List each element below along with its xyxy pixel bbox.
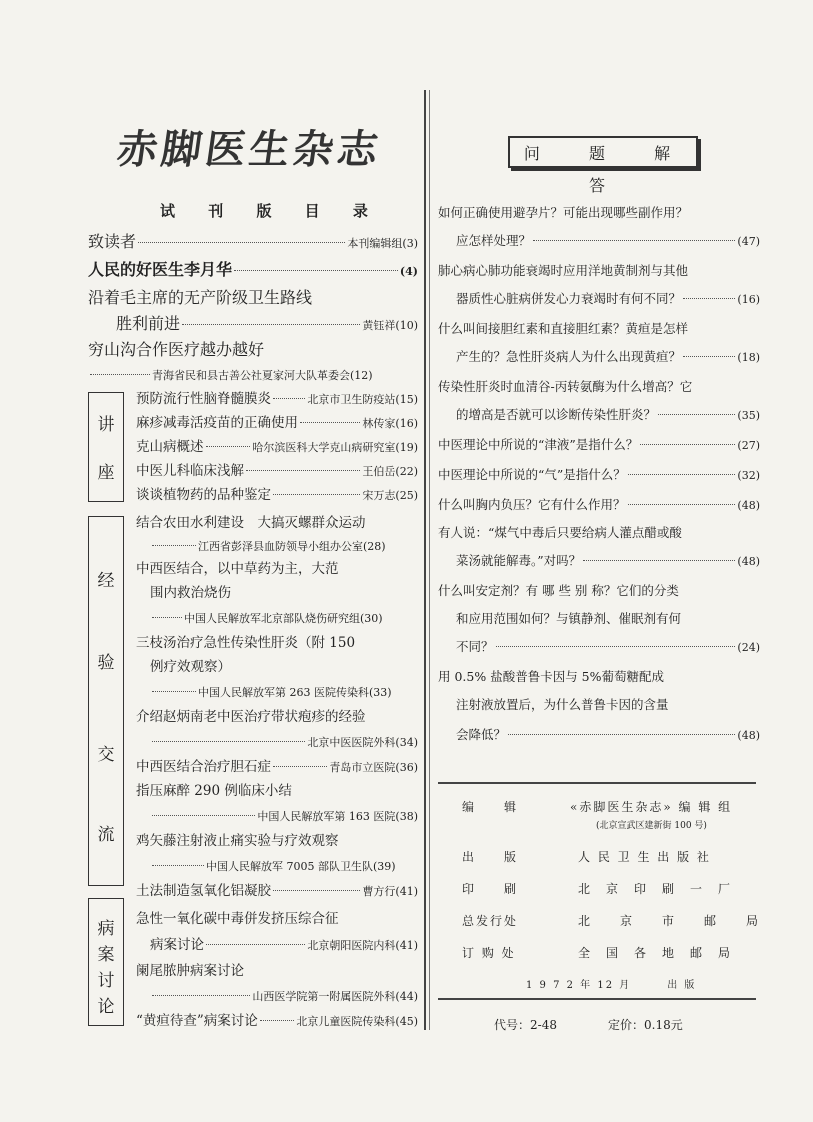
toc-entry[interactable]: 谈谈植物药的品种鉴定 宋万志(25) xyxy=(136,487,418,503)
toc-entry-author: 中国人民解放军北京部队烧伤研究组(30) xyxy=(150,610,418,628)
imprint-label-publisher: 出 版 xyxy=(462,850,519,864)
column-divider xyxy=(424,90,426,1030)
section-lecture-char-2: 座 xyxy=(97,463,115,483)
price: 定价：0.18元 xyxy=(608,1018,683,1032)
imprint-label-editor: 编 辑 xyxy=(462,800,519,814)
toc-entry[interactable]: 例疗效观察） xyxy=(150,659,231,675)
toc-entry-author: 青海省民和县古善公社夏家河大队革委会(12) xyxy=(88,367,418,385)
imprint-value-distributor: 北 京 市 邮 局 xyxy=(578,914,761,928)
imprint-value-publisher: 人 民 卫 生 出 版 社 xyxy=(578,850,711,864)
section-lecture-char-1: 讲 xyxy=(97,415,115,435)
imprint-label-printer: 印 刷 xyxy=(462,882,519,896)
toc-entry[interactable]: 穷山沟合作医疗越办越好 xyxy=(88,340,265,359)
toc-entry-author: 山西医学院第一附属医院外科(44) xyxy=(150,988,418,1006)
imprint-address: (北京宣武区建新街 100 号) xyxy=(596,821,707,831)
toc-entry[interactable]: 阑尾脓肿病案讨论 xyxy=(136,963,244,979)
qa-item[interactable]: 什么叫安定剂？有 哪 些 别 称？它们的分类 xyxy=(438,583,679,598)
toc-entry-author: 北京中医医院外科(34) xyxy=(150,734,418,752)
toc-entry-author: 中国人民解放军第 163 医院(38) xyxy=(150,808,418,826)
toc-entry[interactable]: 三枝汤治疗急性传染性肝炎（附 150 xyxy=(136,635,356,651)
toc-entry[interactable]: 鸡矢藤注射液止痛实验与疗效观察 xyxy=(136,833,339,849)
qa-item[interactable]: 不同？ (24) xyxy=(456,639,760,654)
toc-entry[interactable]: 病案讨论 北京朝阳医院内科(41) xyxy=(150,937,418,953)
toc-entry[interactable]: 胜利前进 黄钰祥(10) xyxy=(116,314,418,333)
toc-entry[interactable]: 介绍赵炳南老中医治疗带状疱疹的经验 xyxy=(136,709,366,725)
qa-item[interactable]: 肺心病心肺功能衰竭时应用洋地黄制剂与其他 xyxy=(438,263,689,278)
qa-item[interactable]: 如何正确使用避孕片？可能出现哪些副作用？ xyxy=(438,205,689,220)
toc-entry[interactable]: 土法制造氢氧化铝凝胶 曹方行(41) xyxy=(136,883,418,899)
section-case-char-3: 讨 xyxy=(97,971,115,991)
section-case-char-2: 案 xyxy=(97,945,115,965)
qa-item[interactable]: 器质性心脏病併发心力衰竭时有何不同？ (16) xyxy=(456,291,760,306)
toc-entry[interactable]: 人民的好医生李月华 (4) xyxy=(88,260,418,279)
toc-entry[interactable]: 麻疹减毒活疫苗的正确使用 林传家(16) xyxy=(136,415,418,431)
qa-item[interactable]: 应怎样处理？ (47) xyxy=(456,233,760,248)
qa-item[interactable]: 中医理论中所说的“津液”是指什么？ (27) xyxy=(438,437,760,452)
toc-entry[interactable]: 克山病概述 哈尔滨医科大学克山病研究室(19) xyxy=(136,439,418,455)
section-experience-char-4: 流 xyxy=(97,825,115,845)
qa-item[interactable]: 产生的？急性肝炎病人为什么出现黄疸？ (18) xyxy=(456,349,760,364)
qa-item[interactable]: 用 0.5% 盐酸普鲁卡因与 5%葡萄糖配成 xyxy=(438,669,665,684)
code-number: 代号：2-48 xyxy=(494,1018,557,1032)
imprint-bottom-rule xyxy=(438,998,756,1000)
toc-subtitle: 试 刊 版 目 录 xyxy=(160,202,382,220)
section-experience-char-3: 交 xyxy=(97,745,115,765)
section-case-char-1: 病 xyxy=(97,919,115,939)
toc-entry[interactable]: 围内救治烧伤 xyxy=(150,585,231,601)
qa-item[interactable]: 什么叫间接胆红素和直接胆红素？黄疸是怎样 xyxy=(438,321,689,336)
qa-item[interactable]: 什么叫胸内负压？它有什么作用？ (48) xyxy=(438,497,760,512)
toc-entry-author: 江西省彭泽县血防领导小组办公室(28) xyxy=(150,538,418,556)
imprint-value-subscription: 全 国 各 地 邮 局 xyxy=(578,946,733,960)
imprint-label-distributor: 总发行处 xyxy=(462,914,519,928)
toc-entry-author: 中国人民解放军 7005 部队卫生队(39) xyxy=(150,858,418,876)
toc-entry-author: 中国人民解放军第 263 医院传染科(33) xyxy=(150,684,418,702)
qa-item[interactable]: 注射液放置后，为什么普鲁卡因的含量 xyxy=(456,697,669,712)
qa-item[interactable]: 传染性肝炎时血清谷-丙转氨酶为什么增高？它 xyxy=(438,379,693,394)
toc-entry[interactable]: 中西医结合治疗胆石症 青岛市立医院(36) xyxy=(136,759,418,775)
toc-entry[interactable]: 中西医结合，以中草药为主，大范 xyxy=(136,561,339,577)
qa-item[interactable]: 会降低？ (48) xyxy=(456,727,760,742)
imprint-value-printer: 北 京 印 刷 一 厂 xyxy=(578,882,733,896)
toc-entry[interactable]: 指压麻醉 290 例临床小结 xyxy=(136,783,292,799)
section-experience-char-2: 验 xyxy=(97,653,115,673)
toc-entry[interactable]: 沿着毛主席的无产阶级卫生路线 xyxy=(88,288,313,307)
qa-item[interactable]: 的增高是否就可以诊断传染性肝炎？ (35) xyxy=(456,407,760,422)
toc-entry[interactable]: 致读者 本刊编辑组(3) xyxy=(88,232,418,251)
imprint-value-editor: «赤脚医生杂志» 编 辑 组 xyxy=(570,800,733,814)
qa-item[interactable]: 中医理论中所说的“气”是指什么？ (32) xyxy=(438,467,760,482)
qa-item[interactable]: 和应用范围如何？与镇静剂、催眠剂有何 xyxy=(456,611,682,626)
toc-entry[interactable]: “黄疸待查”病案讨论 北京儿童医院传染科(45) xyxy=(136,1013,418,1029)
imprint-top-rule xyxy=(438,782,756,784)
section-case-char-4: 论 xyxy=(97,997,115,1017)
qa-item[interactable]: 菜汤就能解毒。”对吗？ (48) xyxy=(456,553,760,568)
magazine-title: 赤脚医生杂志 xyxy=(114,126,385,173)
edition-date: 1 9 7 2 年 12 月 出 版 xyxy=(526,980,697,991)
toc-entry[interactable]: 预防流行性脑脊髓膜炎 北京市卫生防疫站(15) xyxy=(136,391,418,407)
qa-heading: 问 题 解 答 xyxy=(508,136,698,168)
section-experience-char-1: 经 xyxy=(97,571,115,591)
toc-entry[interactable]: 急性一氧化碳中毒併发挤压综合征 xyxy=(136,911,339,927)
section-box-lecture xyxy=(88,392,124,502)
imprint-label-subscription: 订 购 处 xyxy=(462,946,516,960)
toc-entry[interactable]: 结合农田水利建设 大搞灭螺群众运动 xyxy=(136,515,366,531)
toc-entry[interactable]: 中医儿科临床浅解 王伯岳(22) xyxy=(136,463,418,479)
qa-item[interactable]: 有人说：“煤气中毒后只要给病人灌点醋或酸 xyxy=(438,525,682,540)
column-divider-inner xyxy=(429,90,430,1030)
